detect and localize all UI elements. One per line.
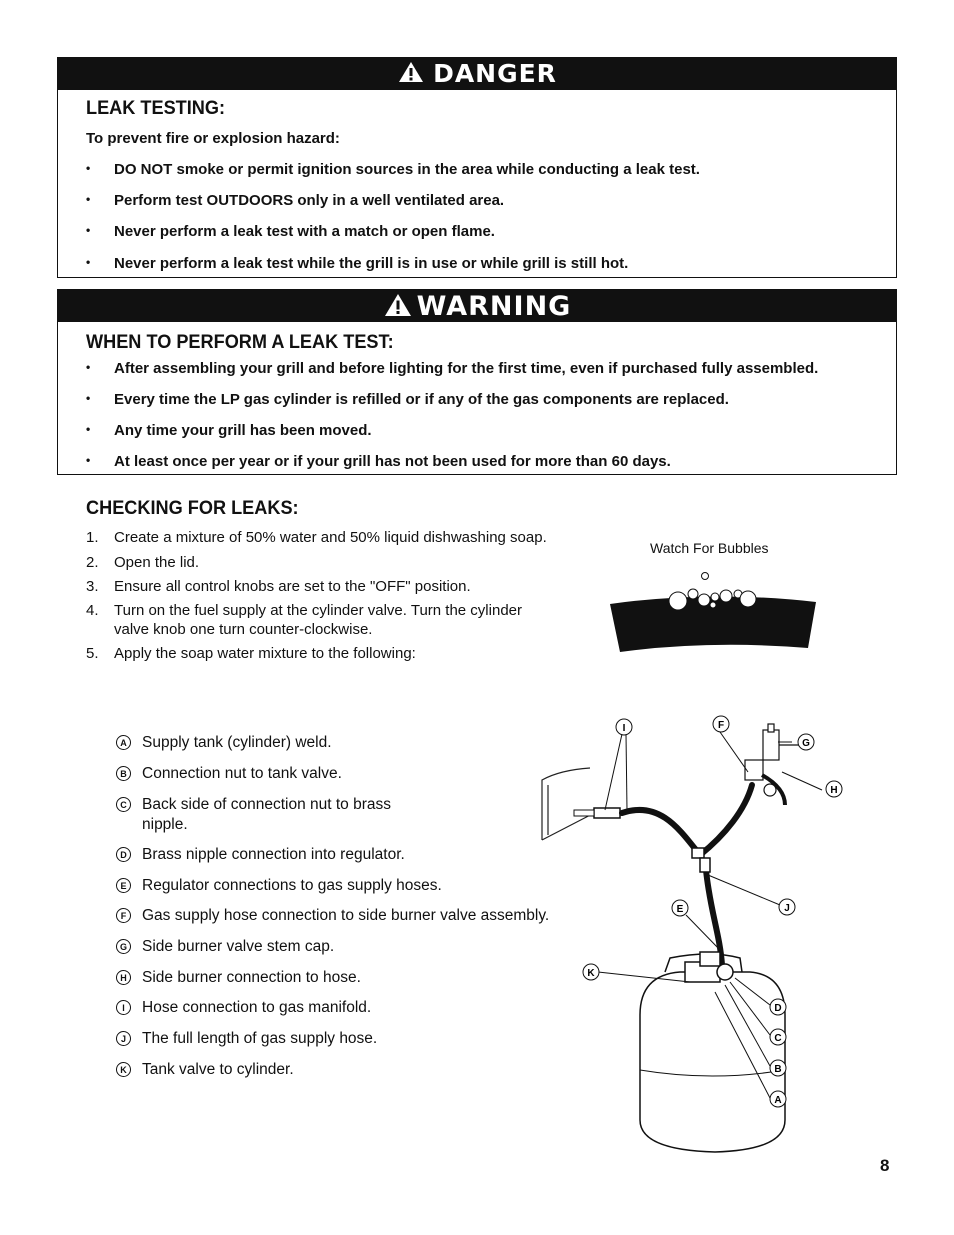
warning-header [58, 290, 896, 322]
svg-text:E: E [676, 904, 684, 915]
svg-text:K: K [587, 968, 595, 979]
warning-title: WARNING [416, 291, 572, 322]
gas-system-diagram [530, 710, 860, 1155]
danger-header [58, 58, 896, 90]
leak-testing-heading: LEAK TESTING: [86, 97, 226, 119]
svg-text:J: J [784, 903, 790, 914]
gas-supply-hoses [622, 785, 752, 965]
callout-i [616, 719, 632, 735]
svg-text:H: H [830, 785, 838, 796]
svg-text:G: G [802, 738, 810, 749]
callout-d [770, 999, 786, 1015]
danger-title: DANGER [433, 59, 557, 88]
callout-a [770, 1091, 786, 1107]
callout-g [798, 734, 814, 750]
svg-text:F: F [717, 720, 725, 731]
svg-text:B: B [774, 1064, 782, 1075]
callout-c [770, 1029, 786, 1045]
callout-h [826, 781, 842, 797]
svg-text:D: D [774, 1003, 782, 1014]
callout-k [583, 964, 599, 980]
manifold-fitting [594, 808, 620, 818]
when-to-test-heading: WHEN TO PERFORM A LEAK TEST: [86, 331, 394, 353]
bubbles-caption: Watch For Bubbles [650, 540, 769, 556]
svg-text:A: A [774, 1095, 782, 1106]
danger-warning-triangle-icon [397, 60, 425, 84]
danger-intro: To prevent fire or explosion hazard: [86, 130, 340, 147]
callout-b [770, 1060, 786, 1076]
svg-text:C: C [774, 1033, 782, 1044]
bubbles-illustration [600, 560, 830, 660]
grill-body-outline [542, 768, 600, 840]
callout-f [713, 716, 729, 732]
propane-tank [640, 952, 785, 1152]
side-burner-valve [745, 724, 800, 805]
warning-box [57, 289, 897, 475]
checking-for-leaks-heading: CHECKING FOR LEAKS: [86, 497, 299, 519]
warning-triangle-icon [383, 292, 413, 318]
page-number: 8 [880, 1156, 890, 1175]
svg-text:I: I [622, 723, 626, 734]
callout-e [672, 900, 688, 916]
callout-j [779, 899, 795, 915]
